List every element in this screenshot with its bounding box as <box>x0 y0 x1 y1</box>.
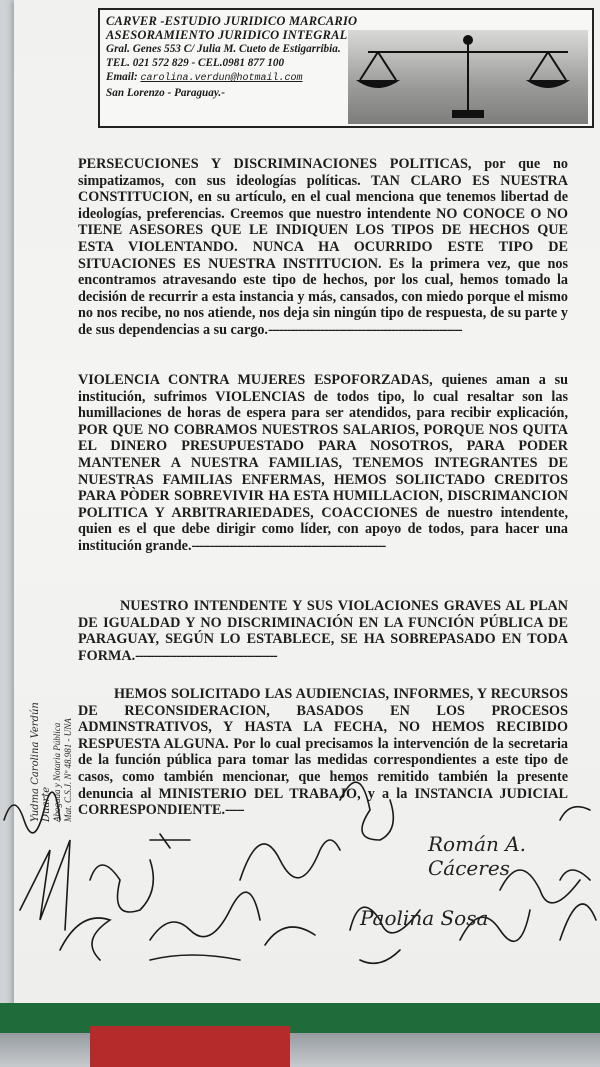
paragraph-3-text: NUESTRO INTENDENTE Y SUS VIOLACIONES GRAVES AL PLAN DE IGUALDAD Y NO DISCRIMINACIÓN EN LA FUNCIÓN PÚBLICA DE PARAGUAY, SEGÚN LO ESTABLECE, SE HA SOBREPASADO EN TODA FORMA. <box>78 598 568 664</box>
letterhead <box>98 8 594 128</box>
firm-address: Gral. Genes 553 C/ Julia M. Cueto de Estigarribia. <box>106 43 341 55</box>
stamp-title: Abogada y Notaria Pública <box>52 722 62 822</box>
firm-subtitle: ASESORAMIENTO JURIDICO INTEGRAL <box>106 28 348 42</box>
email-label: Email: <box>106 71 138 83</box>
dash-line: ---------------------------------------------------- <box>267 321 462 338</box>
signature-2: Paolina Sosa <box>360 906 489 930</box>
signature-1: Román A. Cáceres <box>428 832 527 880</box>
paragraph-2 <box>78 372 568 555</box>
paragraph-4-text: HEMOS SOLICITADO LAS AUDIENCIAS, INFORMES, Y RECURSOS DE RECONSIDERACION, BASADOS EN LOS PROCESOS ADMINSTRATIVOS, Y HASTA LA FECHA, NO HEMOS RECIBIDO RESPUESTA ALGUNA. Por lo cual precisamos la intervención de la secretaria de la función pública para tomar las medidas correspondientes a este tipo de casos, como también mencionar, que hemos remitido también la presente denuncia al MINISTERIO DEL TRABAJO, y a la INSTANCIA JUDICIAL CORRESPONDIENTE. <box>78 686 568 819</box>
stamp-registration: Mat. C.S.J. Nº 48.981 - UNA <box>63 718 73 822</box>
red-flag-strip <box>90 1026 290 1067</box>
firm-city: San Lorenzo - Paraguay.- <box>106 87 225 99</box>
signature-scribbles <box>0 760 600 1020</box>
paragraph-2-text: VIOLENCIA CONTRA MUJERES ESPOFORZADAS, quienes aman a su institución, sufrimos VIOLENCIAS de todos tipo, lo cual resaltar son las humillaciones de horas de espera para ser atendidos, para recibir explicación, POR QUE NO COBRAMOS NUESTROS SALARIOS, PORQUE NOS QUITA EL DINERO PRESUPUESTADO PARA NOSOTROS, PARA PODER MANTENER A NUESTRA FAMILIAS, TENEMOS INTEGRANTES DE NUESTRAS FAMILIAS ENFERMAS, HEMOS SOLIICTADO CREDITOS PARA PÒDER SOBREVIVIR HA ESTA HUMILLACION, DISCRIMANCION POLITICA Y ARBITRARIEDADES, COACCIONES de nuestro intendente, quien es el que debe dirigir como líder, con apoyo de todos, para hacer una institución grande. <box>78 372 568 554</box>
dash-line: ---------------------------------------------------- <box>191 537 386 554</box>
stamp-name: Yudma Carolina Verdún Duarte <box>30 702 52 822</box>
firm-phone: TEL. 021 572 829 - CEL.0981 877 100 <box>106 57 285 69</box>
dash-line: ----- <box>225 802 244 819</box>
firm-name: CARVER -ESTUDIO JURIDICO MARCARIO <box>106 14 358 28</box>
signatures-area <box>0 760 600 1020</box>
paragraph-1 <box>78 156 568 339</box>
paragraph-1-text: PERSECUCIONES Y DISCRIMINACIONES POLITICAS, por que no simpatizamos, con sus ideologías políticas. TAN CLARO ES NUESTRA CONSTITUCION, en su artículo, en el cual menciona que tenemos libertad de ideologías, preferencias. Creemos que nuestro intendente NO CONOCE O NO TIENE ASESORES QUE LE INDIQUEN LOS TIPOS DE HECHOS QUE ESTA VIOLENTANDO. NUNCA HA OCURRIDO ESTE TIPO DE SITUACIONES ES NUESTRA INSTITUCION. Es la primera vez, que nos encontramos atravesando este tipo de hechos, por los cual, hemos tomado la decisión de recurrir a esta instancia y más, cansados, con miedo porque el mismo no nos recibe, no nos atiende, nos deja sin ningún tipo de respuesta, de su parte y de sus dependencias a su cargo. <box>78 156 568 338</box>
scales-of-justice-image <box>348 30 588 124</box>
email-value: carolina.verdun@hotmail.com <box>140 73 303 84</box>
paragraph-3 <box>78 598 568 664</box>
dash-line: -------------------------------------- <box>135 647 277 664</box>
scales-icon <box>348 30 588 124</box>
